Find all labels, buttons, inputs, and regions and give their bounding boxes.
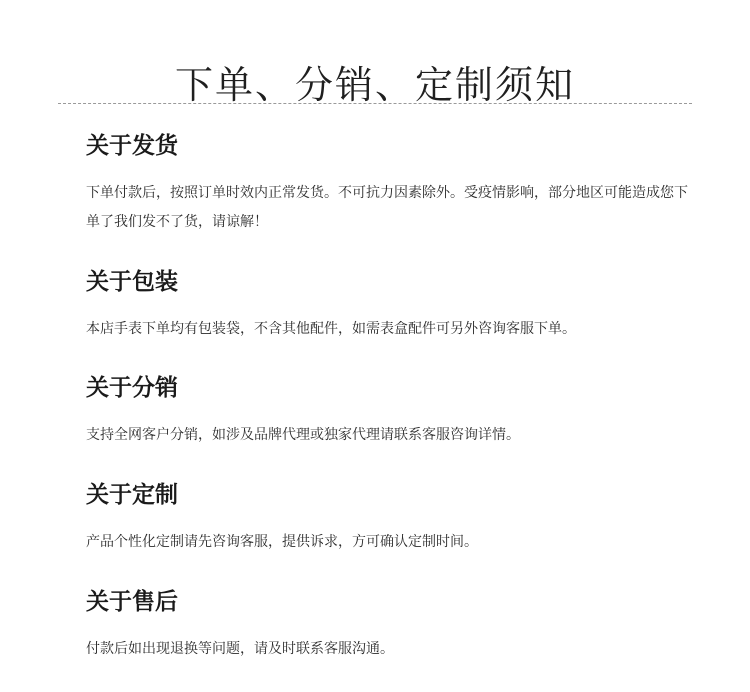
section-shipping: [86, 131, 706, 237]
section-heading-packaging: 关于包装: [86, 269, 178, 295]
section-body-packaging: 本店手表下单均有包装袋，不含其他配件，如需表盒配件可另外咨询客服下单。: [86, 321, 576, 337]
section-distribution: [86, 373, 706, 450]
dashed-divider: [58, 103, 692, 104]
section-body-customization: 产品个性化定制请先咨询客服，提供诉求，方可确认定制时间。: [86, 534, 478, 550]
section-customization: [86, 480, 706, 557]
section-after-sales: [86, 587, 706, 664]
section-body-shipping: 下单付款后，按照订单时效内正常发货。不可抗力因素除外。受疫情影响，部分地区可能造成您下单了我们发不了货，请谅解！: [86, 185, 688, 230]
page-title: 下单、分销、定制须知: [174, 63, 575, 108]
section-body-after-sales: 付款后如出现退换等问题，请及时联系客服沟通。: [86, 641, 394, 657]
section-packaging: [86, 267, 706, 344]
section-heading-after-sales: 关于售后: [86, 589, 178, 615]
section-heading-customization: 关于定制: [86, 482, 178, 508]
section-body-distribution: 支持全网客户分销，如涉及品牌代理或独家代理请联系客服咨询详情。: [86, 427, 520, 443]
section-heading-distribution: 关于分销: [86, 375, 178, 401]
section-heading-shipping: 关于发货: [86, 133, 178, 159]
